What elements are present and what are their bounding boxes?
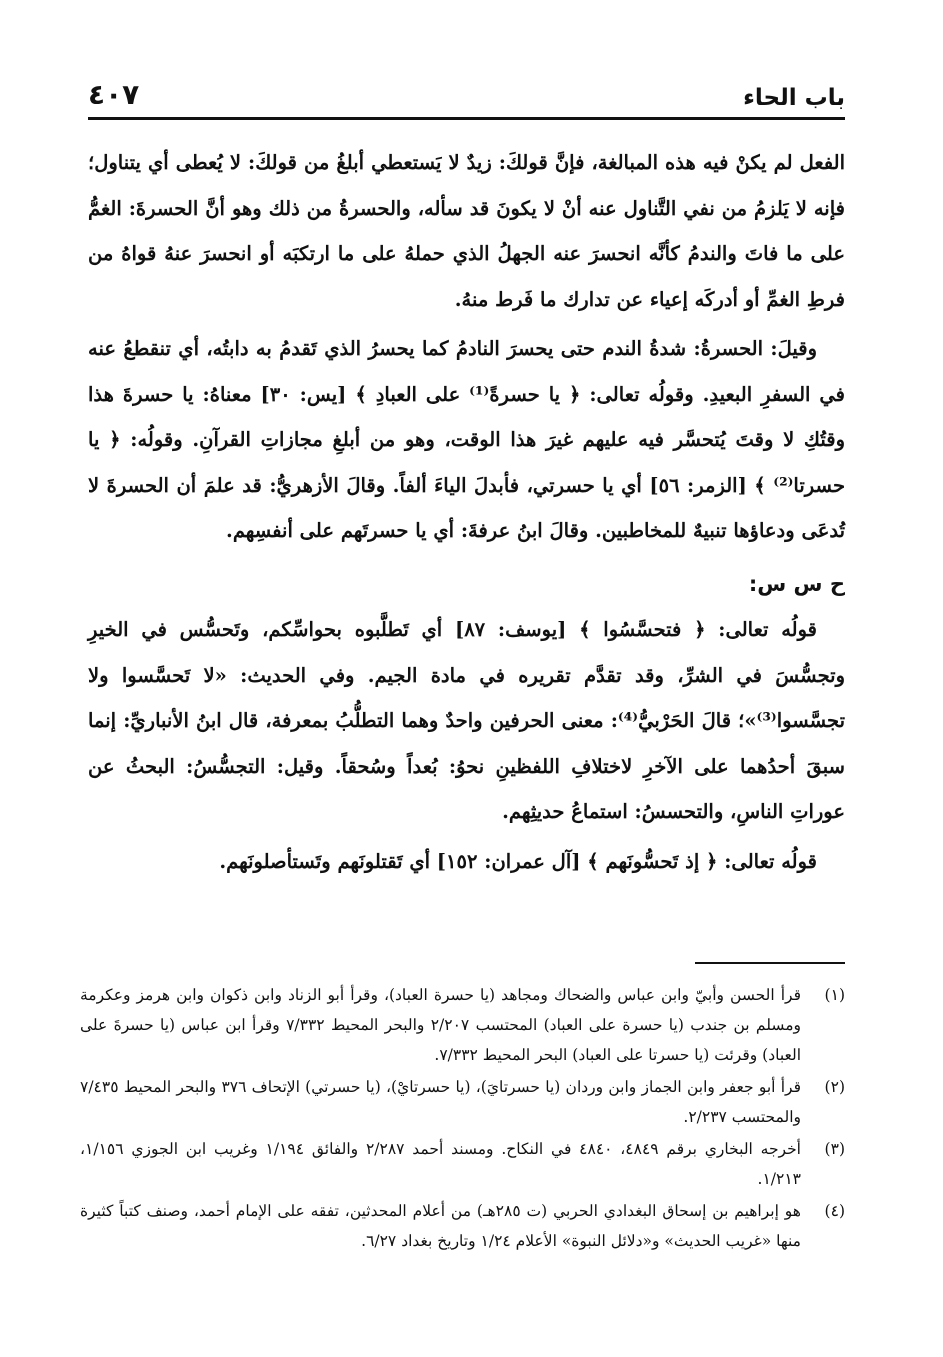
footnote-marker: (٤) xyxy=(824,1202,845,1220)
page-number: ٤٠٧ xyxy=(88,78,140,111)
main-text xyxy=(88,140,845,884)
chapter-title: باب الحاء xyxy=(743,85,845,111)
entry-heading: ح س س: xyxy=(748,571,845,596)
footnote-item xyxy=(80,980,845,1070)
footnote-item xyxy=(80,1134,845,1194)
footnote-text: قرأ الحسن وأبيّ وابن عباس والضحاك ومجاهد (يا حسرة العباد)، وقرأ أبو الزناد وابن ذكوان وابن هرمز وعكرمة ومسلم بن جندب (يا حسرة على العباد) المحتسب ٢/٢٠٧ والبحر المحيط ٧/٣٣٢ وقرأ ابن عباس (يا حسرةَ على العباد) وقرئت (يا حسرتا على العباد) البحر المحيط ٧/٣٣٢. xyxy=(80,986,801,1064)
footnote-marker: (٢) xyxy=(824,1078,845,1096)
page-header xyxy=(88,62,845,120)
footnote-text: قرأ أبو جعفر وابن الجماز وابن وردان (يا حسرتايَ)، (يا حسرتايْ)، (يا حسرتي) الإتحاف ٣٧٦ والبحر المحيط ٧/٤٣٥ والمحتسب ٢/٢٣٧. xyxy=(80,1078,801,1126)
paragraph-4: قولُه تعالى: ﴿ إذ تَحسُّونَهم ﴾ [آل عمران: ١٥٢] أي تَقتلونَهم وتَستأصلونَهم. xyxy=(219,849,817,873)
footnotes xyxy=(80,980,845,1258)
footnote-item xyxy=(80,1196,845,1256)
paragraph-3: قولُه تعالى: ﴿ فتحسَّسُوا ﴾ [يوسف: ٨٧] أي تَطلَّبوه بحواسِّكم، وتَحسُّس في الخيرِ وتجسُّسَ في الشرِّ، وقد تقدَّم تقريره في مادة الجيم. وفي الحديث: «لا تَحسَّسوا ولا تجسَّسوا⁽³⁾»؛ قالَ الحَرْبيُّ⁽⁴⁾: معنى الحرفين واحدٌ وهما التطلُّبُ بمعرفة، قال ابنُ الأنباريِّ: إنما سبقَ أحدُهما على الآخرِ لاختلافِ اللفظينِ نحوُ: بُعداً وسُحقاً. وقيل: التجسُّسُ: البحثُ عن عوراتِ الناسِ، والتحسسُ: استماعُ حديثِهم. xyxy=(88,618,845,823)
footnote-text: أخرجه البخاري برقم ٤٨٤٩، ٤٨٤٠ في النكاح. ومسند أحمد ٢/٢٨٧ والفائق ١/١٩٤ وغريب ابن الجوزي ١/١٥٦، ١/٢١٣. xyxy=(80,1140,801,1188)
footnote-item xyxy=(80,1072,845,1132)
footnote-separator xyxy=(695,962,845,964)
footnote-marker: (١) xyxy=(824,986,845,1004)
footnote-marker: (٣) xyxy=(824,1140,845,1158)
paragraph-2: وقيلَ: الحسرةُ: شدةُ الندم حتى يحسرَ النادمُ كما يحسرُ الذي تَقدمُ به دابتُه، أي تنقطعُ عنه في السفرِ البعيدِ. وقولُه تعالى: ﴿ يا حسرةً⁽¹⁾ على العبادِ ﴾ [يس: ٣٠] معناهُ: يا حسرةَ هذا وقتُكِ لا وقتَ يُتحسَّر فيه عليهم غيرَ هذا الوقت، وهو من أبلغِ مجازاتِ القرآنِ. وقولُه: ﴿ يا حسرتا⁽²⁾ ﴾ [الزمر: ٥٦] أي يا حسرتي، فأبدلَ الياءَ ألفاً. وقالَ الأزهريُّ: قد علمَ أن الحسرةَ لا تُدعَى ودعاؤها تنبيهٌ للمخاطبين. وقالَ ابنُ عرفةَ: أي يا حسرتَهم على أنفسِهم. xyxy=(88,337,845,542)
footnote-text: هو إبراهيم بن إسحاق البغدادي الحربي (ت ٢٨٥هـ) من أعلام المحدثين، تفقه على الإمام أحمد، وصنف كتباً كثيرة منها «غريب الحديث» و«دلائل النبوة» الأعلام ١/٢٤ وتاريخ بغداد ٦/٢٧. xyxy=(80,1202,801,1250)
paragraph-1: الفعل لم يكنْ فيه هذه المبالغة، فإنَّ قولكَ: زيدٌ لا يَستعطي أبلغُ من قولكَ: لا يُعطى أي يتناول؛ فإنه لا يَلزمُ من نفي التَّناول عنه أنْ لا يكونَ قد سأله، والحسرةُ من ذلك وهو أنَّ الحسرةَ: الغمُّ على ما فاتَ والندمُ كأنَّه انحسرَ عنه الجهلُ الذي حملهُ على ما ارتكبَه أو انحسرَ عنهُ قواهُ من فرطِ الغمِّ أو أدركَه إعياء عن تدارك ما فَرط منهُ. xyxy=(88,151,846,311)
